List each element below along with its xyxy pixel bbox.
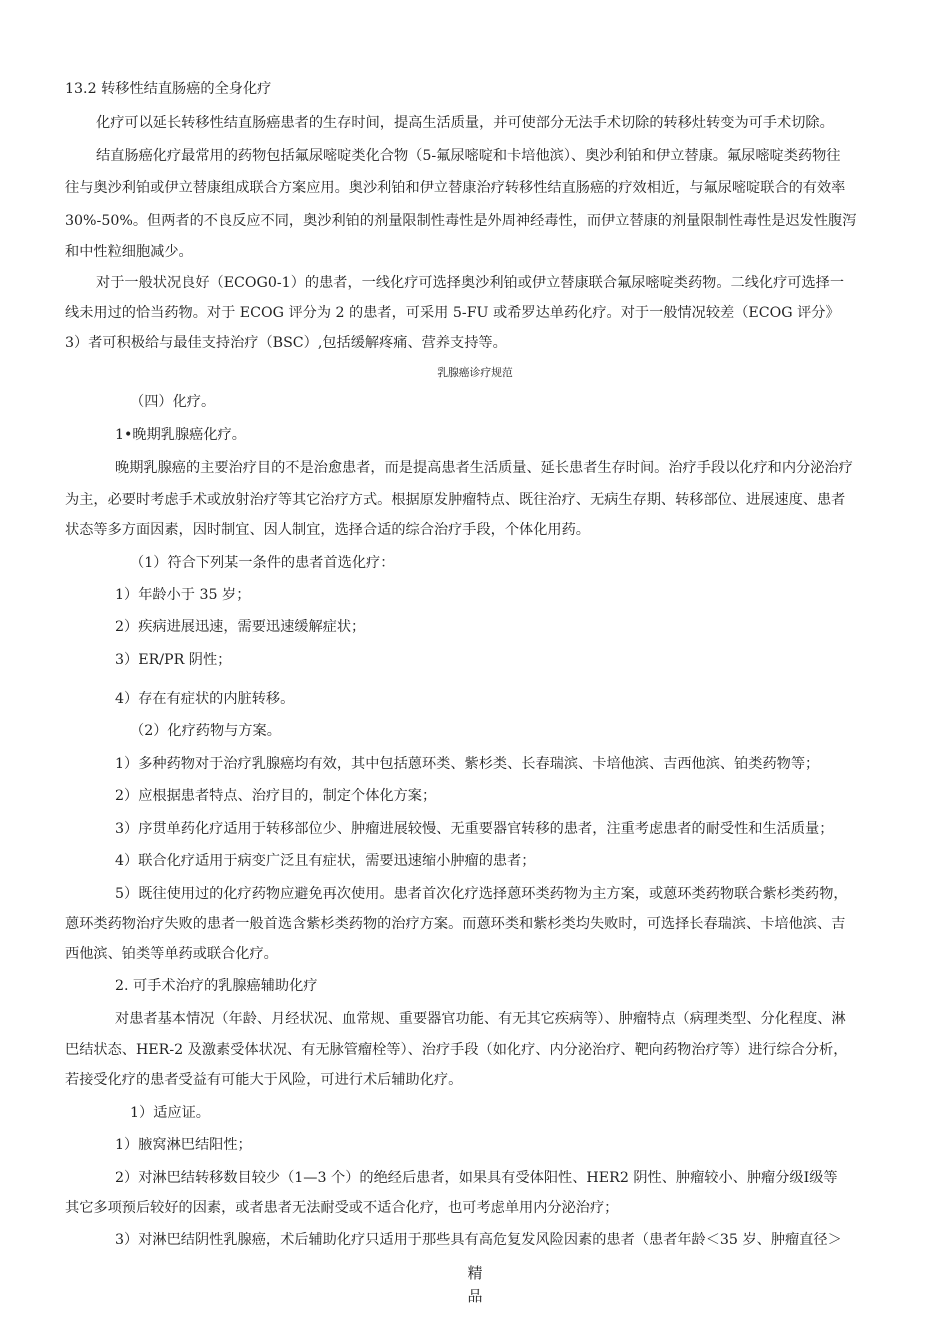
paragraph-line: 结直肠癌化疗最常用的药物包括氟尿嘧啶类化合物（5-氟尿嘧啶和卡培他滨）、奥沙利铂和伊立替康。氟尿嘧啶类药物往 <box>96 148 841 164</box>
document-title: 乳腺癌诊疗规范 <box>437 366 513 379</box>
paragraph-line: 3）者可积极给与最佳支持治疗（BSC）,包括缓解疼痛、营养支持等。 <box>65 335 507 351</box>
list-heading: 1）适应证。 <box>130 1105 210 1121</box>
list-heading: （2）化疗药物与方案。 <box>130 723 281 739</box>
paragraph-line: 西他滨、铂类等单药或联合化疗。 <box>65 946 278 962</box>
list-item: 3）ER/PR 阴性； <box>115 652 232 668</box>
list-item: 1）多种药物对于治疗乳腺癌均有效，其中包括蒽环类、紫杉类、长春瑞滨、卡培他滨、吉西他滨、铂类药物等； <box>115 756 820 772</box>
paragraph-line: 往与奥沙利铂或伊立替康组成联合方案应用。奥沙利铂和伊立替康治疗转移性结直肠癌的疗效相近，与氟尿嘧啶联合的有效率 <box>65 180 846 196</box>
list-item: 2）疾病进展迅速，需要迅速缓解症状； <box>115 619 366 635</box>
list-item: 5）既往使用过的化疗药物应避免再次使用。患者首次化疗选择蒽环类药物为主方案，或蒽环类药物联合紫杉类药物， <box>115 886 848 902</box>
paragraph-line: 巴结状态、HER-2 及激素受体状况、有无脉管瘤栓等）、治疗手段（如化疗、内分泌治疗、靶向药物治疗等）进行综合分析， <box>65 1042 848 1058</box>
paragraph-line: 蒽环类药物治疗失败的患者一般首选含紫杉类药物的治疗方案。而蒽环类和紫杉类均失败时，可选择长春瑞滨、卡培他滨、吉 <box>65 916 846 932</box>
footer-mark-line-2: 品 <box>467 1287 483 1305</box>
section-heading: 2. 可手术治疗的乳腺癌辅助化疗 <box>115 978 318 994</box>
paragraph-line: 化疗可以延长转移性结直肠癌患者的生存时间，提高生活质量，并可使部分无法手术切除的转移灶转变为可手术切除。 <box>96 115 834 131</box>
list-item: 1）腋窝淋巴结阳性； <box>115 1137 252 1153</box>
list-item: 4）联合化疗适用于病变广泛且有症状，需要迅速缩小肿瘤的患者； <box>115 853 536 869</box>
list-item: 4）存在有症状的内脏转移。 <box>115 691 295 707</box>
paragraph-line: 其它多项预后较好的因素，或者患者无法耐受或不适合化疗，也可考虑单用内分泌治疗； <box>65 1200 619 1216</box>
paragraph-line: 晚期乳腺癌的主要治疗目的不是治愈患者，而是提高患者生活质量、延长患者生存时间。治疗手段以化疗和内分泌治疗 <box>115 460 853 476</box>
paragraph-line: 和中性粒细胞减少。 <box>65 244 193 260</box>
paragraph-line: 30%-50%。但两者的不良反应不同，奥沙利铂的剂量限制性毒性是外周神经毒性，而伊立替康的剂量限制性毒性是迟发性腹泻 <box>65 213 857 229</box>
list-item: 2）应根据患者特点、治疗目的，制定个体化方案； <box>115 788 437 804</box>
paragraph-line: 对患者基本情况（年龄、月经状况、血常规、重要器官功能、有无其它疾病等）、肿瘤特点（病理类型、分化程度、淋 <box>115 1011 846 1027</box>
list-item: 3）对淋巴结阴性乳腺癌，术后辅助化疗只适用于那些具有高危复发风险因素的患者（患者年龄＜35 岁、肿瘤直径＞ <box>115 1232 842 1248</box>
paragraph-line: 线未用过的恰当药物。对于 ECOG 评分为 2 的患者，可采用 5-FU 或希罗达单药化疗。对于一般情况较差（ECOG 评分》 <box>65 305 840 321</box>
list-item: 1）年龄小于 35 岁； <box>115 587 251 603</box>
section-heading: 1•晚期乳腺癌化疗。 <box>115 427 246 443</box>
section-heading: 13.2 转移性结直肠癌的全身化疗 <box>65 81 272 97</box>
list-item: 2）对淋巴结转移数目较少（1—3 个）的绝经后患者，如果具有受体阳性、HER2 阴性、肿瘤较小、肿瘤分级Ⅰ级等 <box>115 1170 838 1186</box>
list-heading: （1）符合下列某一条件的患者首选化疗： <box>130 555 395 571</box>
list-item: 3）序贯单药化疗适用于转移部位少、肿瘤进展较慢、无重要器官转移的患者，注重考虑患者的耐受性和生活质量； <box>115 821 834 837</box>
section-heading: （四）化疗。 <box>130 394 216 410</box>
footer-mark-line-1: 精 <box>467 1264 483 1282</box>
paragraph-line: 为主，必要时考虑手术或放射治疗等其它治疗方式。根据原发肿瘤特点、既往治疗、无病生存期、转移部位、进展速度、患者 <box>65 492 846 508</box>
paragraph-line: 状态等多方面因素，因时制宜、因人制宜，选择合适的综合治疗手段，个体化用药。 <box>65 522 590 538</box>
paragraph-line: 若接受化疗的患者受益有可能大于风险，可进行术后辅助化疗。 <box>65 1072 463 1088</box>
paragraph-line: 对于一般状况良好（ECOG0-1）的患者，一线化疗可选择奥沙利铂或伊立替康联合氟尿嘧啶类药物。二线化疗可选择一 <box>96 275 845 291</box>
